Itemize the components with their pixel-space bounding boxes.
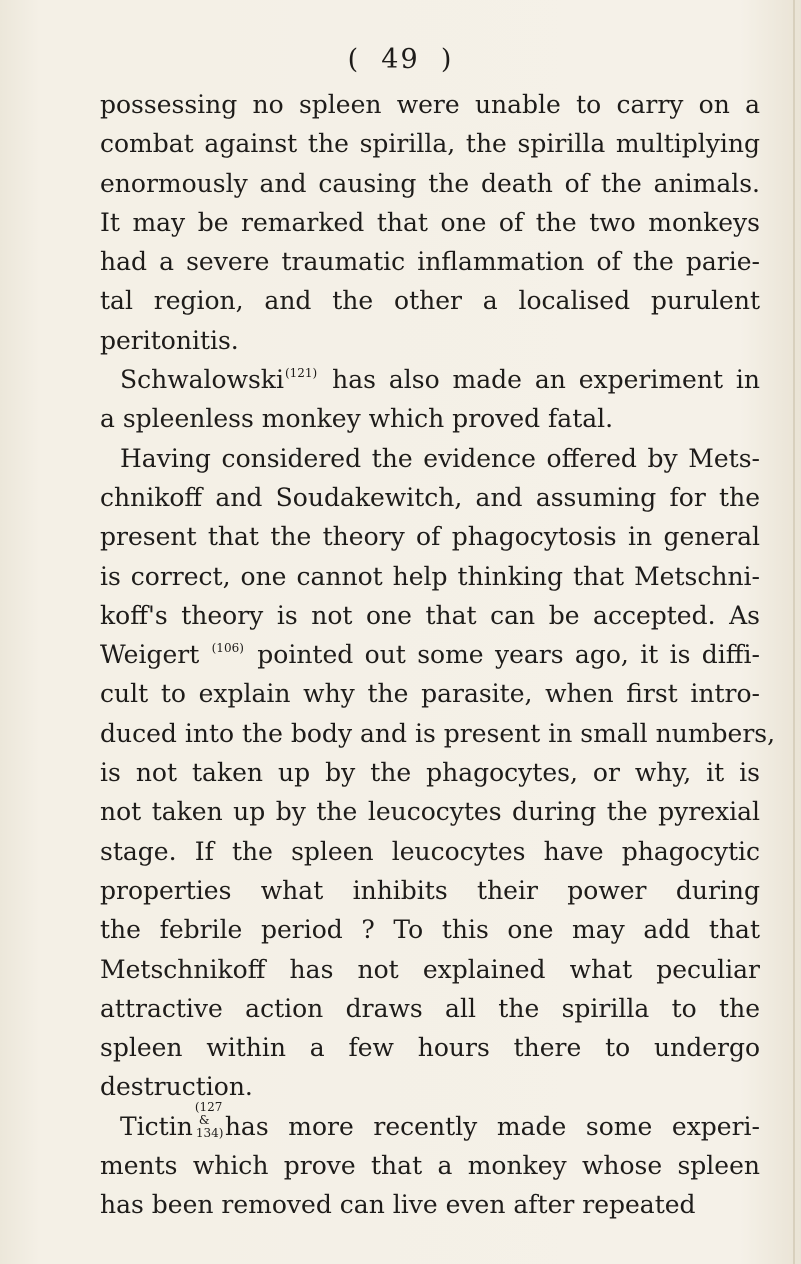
text-line: Having considered the evidence offered by Mets- — [120, 443, 760, 473]
text-line: cult to explain why the parasite, when first intro- — [100, 679, 760, 709]
reference-marker: (106) — [211, 641, 244, 656]
text-line: a spleenless monkey which proved fatal. — [100, 404, 614, 434]
reference-marker-stacked — [194, 1099, 224, 1140]
text-line: has been removed can live even after repeated — [100, 1190, 696, 1220]
text-line: is correct, one cannot help thinking that Metschni- — [100, 561, 760, 591]
text-line: peritonitis. — [100, 325, 239, 355]
text-fragment: pointed out some years ago, it is diffi- — [257, 640, 760, 670]
text-line: properties what inhibits their power during — [100, 875, 760, 905]
text-line: duced into the body and is present in small numbers, — [100, 718, 776, 748]
paragraph-tictin — [100, 1099, 760, 1146]
text-line: possessing no spleen were unable to carry on a — [100, 90, 760, 119]
text-line: the febrile period ? To this one may add that — [100, 915, 760, 945]
page-number: ( 49 ) — [347, 44, 454, 75]
text-line: It may be remarked that one of the two monkeys — [100, 207, 760, 237]
text-line: stage. If the spleen leucocytes have phagocytic — [100, 836, 760, 866]
weigert-line — [100, 635, 760, 674]
reference-top: (127 — [194, 1099, 223, 1114]
text-line: tal region, and the other a localised purulent — [100, 286, 760, 316]
author-name: Tictin — [120, 1111, 193, 1141]
text-line: spleen within a few hours there to undergo — [100, 1033, 760, 1063]
text-line: not taken up by the leucocytes during the pyrexial — [100, 797, 760, 827]
text-fragment: has also made an experiment in — [332, 365, 760, 395]
text-line: present that the theory of phagocytosis in general — [100, 522, 760, 552]
text-line: chnikoff and Soudakewitch, and assuming for the — [100, 482, 760, 512]
reference-mid: & — [198, 1112, 210, 1127]
author-name: Schwalowski — [120, 365, 284, 395]
text-line: Metschnikoff has not explained what peculiar — [100, 954, 760, 984]
text-line: koff's theory is not one that can be accepted. As — [100, 600, 760, 630]
text-line: is not taken up by the phagocytes, or why, it is — [100, 758, 760, 788]
text-line: destruction. — [100, 1072, 253, 1102]
reference-marker: (121) — [284, 366, 318, 381]
text-line: enormously and causing the death of the animals. — [100, 168, 760, 198]
page-edge-shadow — [793, 0, 795, 1264]
body-text — [100, 85, 776, 1225]
text-line: attractive action draws all the spirilla to the — [100, 993, 760, 1023]
text-fragment: has more recently made some experi- — [224, 1111, 760, 1141]
text-line: combat against the spirilla, the spirilla multiplying — [100, 129, 760, 159]
author-name: Weigert — [100, 640, 200, 670]
text-line: ments which prove that a monkey whose spleen — [100, 1151, 760, 1181]
text-line: had a severe traumatic inflammation of the parie- — [100, 247, 760, 277]
reference-bottom: 134) — [195, 1125, 224, 1140]
paragraph-schwalowski — [100, 360, 760, 399]
